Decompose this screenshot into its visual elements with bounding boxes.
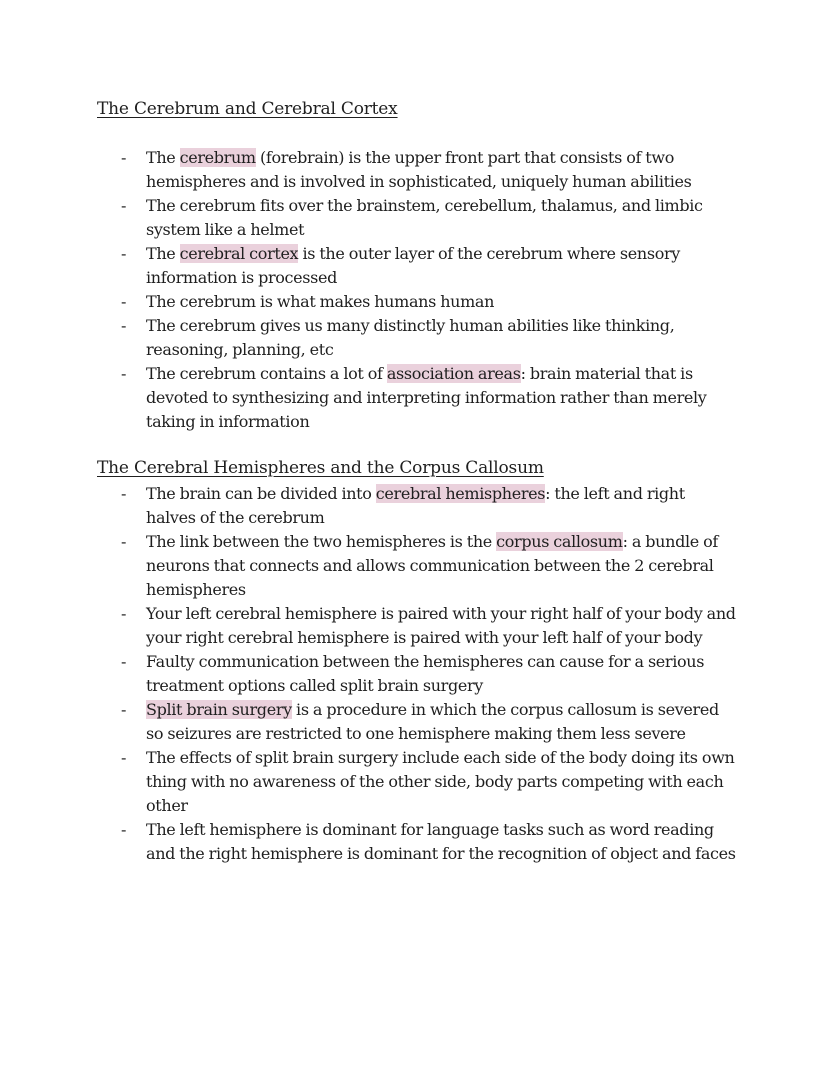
bullet-item [0, 650, 736, 698]
highlighted-term: association areas [386, 364, 521, 383]
bullet-item [0, 530, 736, 602]
bullet-text: The [146, 244, 180, 263]
highlighted-term: corpus callosum [496, 532, 623, 551]
bullet-item [0, 314, 736, 362]
bullet-text: The brain can be divided into [146, 484, 376, 503]
bullet-text: Faulty communication between the hemispheres can cause for a serious treatment options called split brain surgery [146, 652, 705, 695]
bullet-item [0, 194, 736, 242]
bullet-text: The link between the two hemispheres is the [146, 532, 497, 551]
bullet-text: is a procedure in which the corpus callosum is severed so seizures are restricted to one hemisphere making them less severe [146, 700, 719, 743]
bullet-text: is the outer layer of the cerebrum where sensory information is processed [146, 244, 680, 287]
bullet-text: The [146, 148, 180, 167]
bullet-item [0, 290, 736, 314]
bullet-text: The cerebrum gives us many distinctly human abilities like thinking, reasoning, planning, etc [146, 316, 675, 359]
section-heading-hemispheres: The Cerebral Hemispheres and the Corpus Callosum [97, 458, 544, 478]
bullet-item [0, 698, 736, 746]
bullet-item [0, 146, 736, 194]
bullet-item [0, 602, 736, 650]
bullet-item [0, 746, 736, 818]
highlighted-term: cerebral hemispheres [375, 484, 546, 503]
bullet-text: The cerebrum contains a lot of [146, 364, 387, 383]
bullet-text: The left hemisphere is dominant for language tasks such as word reading and the right hemisphere is dominant for the recognition of object and faces [146, 820, 736, 863]
bullet-item [0, 818, 736, 866]
highlighted-term: Split brain surgery [146, 700, 292, 719]
bullet-text: The cerebrum is what makes humans human [146, 292, 495, 311]
highlighted-term: cerebral cortex [179, 244, 299, 263]
bullet-text: The effects of split brain surgery include each side of the body doing its own thing with no awareness of the other side, body parts competing with each other [146, 748, 735, 815]
bullet-text: (forebrain) is the upper front part that consists of two hemispheres and is involved in sophisticated, uniquely human abilities [146, 148, 692, 191]
bullet-text: : a bundle of neurons that connects and allows communication between the 2 cerebral hemispheres [146, 532, 718, 599]
bullet-text: Your left cerebral hemisphere is paired with your right half of your body and your right cerebral hemisphere is paired with your left half of your body [146, 604, 736, 647]
bullet-list-hemispheres [0, 482, 828, 866]
section-heading-cerebrum: The Cerebrum and Cerebral Cortex [97, 99, 398, 119]
bullet-item [0, 242, 736, 290]
highlighted-term: cerebrum [179, 148, 256, 167]
bullet-item [0, 482, 736, 530]
bullet-list-cerebrum [0, 146, 828, 434]
bullet-text: The cerebrum fits over the brainstem, cerebellum, thalamus, and limbic system like a helmet [146, 196, 703, 239]
bullet-text: : the left and right halves of the cerebrum [146, 484, 685, 527]
bullet-text: : brain material that is devoted to synthesizing and interpreting information rather than merely taking in information [146, 364, 707, 431]
bullet-item [0, 362, 736, 434]
